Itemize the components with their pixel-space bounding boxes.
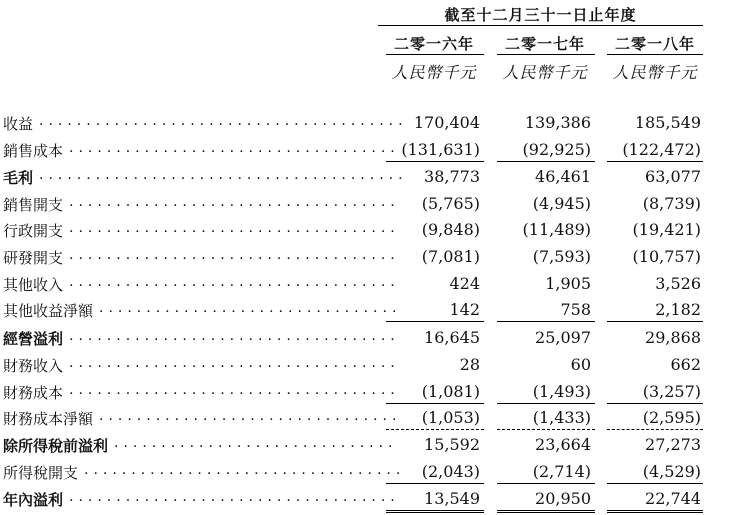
table-row <box>0 164 733 190</box>
row-label: 研發開支 <box>3 249 64 267</box>
row-value: (1,053) <box>421 408 480 427</box>
table-row <box>0 405 733 431</box>
row-value: 25,097 <box>535 328 591 347</box>
row-value: 63,077 <box>645 167 701 186</box>
row-value: 758 <box>560 300 591 319</box>
row-label: 收益 <box>3 115 34 133</box>
subtotal-rule <box>497 321 595 322</box>
row-value: 424 <box>449 274 480 293</box>
row-value: 22,744 <box>645 489 701 508</box>
table-row <box>0 325 733 351</box>
row-value: (122,472) <box>622 140 701 159</box>
row-value: (1,433) <box>532 408 591 427</box>
row-value: 27,273 <box>645 435 701 454</box>
row-value: (92,925) <box>522 140 591 159</box>
row-value: 20,950 <box>535 489 591 508</box>
dot-leader: ................................... <box>69 247 400 263</box>
row-value: 46,461 <box>535 167 591 186</box>
row-value: (10,757) <box>632 247 701 266</box>
row-value: (2,595) <box>642 408 701 427</box>
subtotal-rule <box>386 321 484 322</box>
row-value: (8,739) <box>642 194 701 213</box>
subtotal-rule <box>607 321 703 322</box>
double-underline <box>497 510 595 513</box>
double-underline <box>607 510 703 513</box>
row-label: 其他收入 <box>3 276 64 294</box>
row-value: (9,848) <box>421 220 480 239</box>
table-row <box>0 271 733 297</box>
row-value: 3,526 <box>655 274 701 293</box>
year-rule-2017 <box>497 54 595 55</box>
year-2016-header: 二零一六年 <box>393 35 474 53</box>
subtotal-rule <box>386 161 484 162</box>
row-value: (1,081) <box>421 382 480 401</box>
row-label: 銷售開支 <box>3 196 64 214</box>
row-value: (5,765) <box>421 194 480 213</box>
table-row <box>0 432 733 458</box>
unit-2016: 人民幣千元 <box>391 63 477 82</box>
row-value: 170,404 <box>413 113 480 132</box>
year-rule-2016 <box>386 54 484 55</box>
dot-leader: ................................... <box>69 355 400 371</box>
row-label: 行政開支 <box>3 222 64 240</box>
row-label: 除所得稅前溢利 <box>3 437 109 455</box>
table-row <box>0 352 733 378</box>
subtotal-rule <box>607 483 703 484</box>
row-value: 29,868 <box>645 328 701 347</box>
row-value: 15,592 <box>424 435 480 454</box>
table-row <box>0 244 733 270</box>
row-value: 662 <box>670 355 701 374</box>
row-value: 23,664 <box>535 435 591 454</box>
subtotal-rule <box>607 161 703 162</box>
row-value: (1,493) <box>532 382 591 401</box>
row-value: 16,645 <box>424 328 480 347</box>
row-label: 經營溢利 <box>3 330 64 348</box>
table-row <box>0 459 733 485</box>
row-value: (19,421) <box>632 220 701 239</box>
row-value: (4,529) <box>642 462 701 481</box>
row-value: 139,386 <box>524 113 591 132</box>
dot-leader: ................................... <box>69 140 400 156</box>
dot-leader: ................................... <box>69 194 400 210</box>
table-row <box>0 191 733 217</box>
row-label: 銷售成本 <box>3 142 64 160</box>
row-label: 財務成本淨額 <box>3 410 94 428</box>
column-header-period: 截至十二月三十一日止年度 <box>444 6 637 24</box>
row-value: (2,043) <box>421 462 480 481</box>
subtotal-rule <box>386 403 484 404</box>
table-row <box>0 379 733 405</box>
row-value: 142 <box>449 300 480 319</box>
row-value: 1,905 <box>545 274 591 293</box>
table-row <box>0 297 733 323</box>
subtotal-rule <box>497 483 595 484</box>
row-label: 所得稅開支 <box>3 464 79 482</box>
year-2018-header: 二零一八年 <box>614 35 695 53</box>
row-value: 28 <box>459 355 480 374</box>
year-2017-header: 二零一七年 <box>504 35 585 53</box>
subtotal-rule <box>497 429 595 430</box>
dot-leader: ................................... <box>69 274 400 290</box>
table-row <box>0 137 733 163</box>
table-row <box>0 486 733 512</box>
dot-leader: ................................... <box>69 220 400 236</box>
row-label: 毛利 <box>3 169 34 187</box>
subtotal-rule <box>386 429 484 430</box>
dot-leader: ....................................... <box>39 113 408 129</box>
row-label: 其他收益淨額 <box>3 302 94 320</box>
row-value: 2,182 <box>655 300 701 319</box>
row-value: 13,549 <box>424 489 480 508</box>
year-rule-2018 <box>607 54 703 55</box>
row-value: (7,081) <box>421 247 480 266</box>
subtotal-rule <box>386 483 484 484</box>
row-label: 財務收入 <box>3 357 64 375</box>
table-row <box>0 110 733 136</box>
table-row <box>0 217 733 243</box>
dot-leader: ................................ <box>99 300 402 316</box>
dot-leader: ................................ <box>99 408 402 424</box>
row-value: 185,549 <box>634 113 701 132</box>
row-label: 財務成本 <box>3 384 64 402</box>
dot-leader: ................................... <box>69 382 400 398</box>
row-label: 年內溢利 <box>3 491 64 509</box>
row-value: (131,631) <box>401 140 480 159</box>
header-rule <box>378 25 703 26</box>
subtotal-rule <box>607 429 703 430</box>
row-value: 60 <box>570 355 591 374</box>
row-value: (7,593) <box>532 247 591 266</box>
dot-leader: ................................... <box>69 328 400 344</box>
unit-2017: 人民幣千元 <box>502 63 588 82</box>
dot-leader: .................................. <box>84 462 406 478</box>
row-value: (2,714) <box>532 462 591 481</box>
dot-leader: ................................... <box>69 489 400 505</box>
double-underline <box>386 510 484 513</box>
row-value: (4,945) <box>532 194 591 213</box>
subtotal-rule <box>607 403 703 404</box>
row-value: (11,489) <box>522 220 591 239</box>
dot-leader: .............................. <box>114 435 398 451</box>
subtotal-rule <box>497 161 595 162</box>
dot-leader: ....................................... <box>39 167 408 183</box>
subtotal-rule <box>497 403 595 404</box>
unit-2018: 人民幣千元 <box>612 63 698 82</box>
row-value: (3,257) <box>642 382 701 401</box>
row-value: 38,773 <box>424 167 480 186</box>
